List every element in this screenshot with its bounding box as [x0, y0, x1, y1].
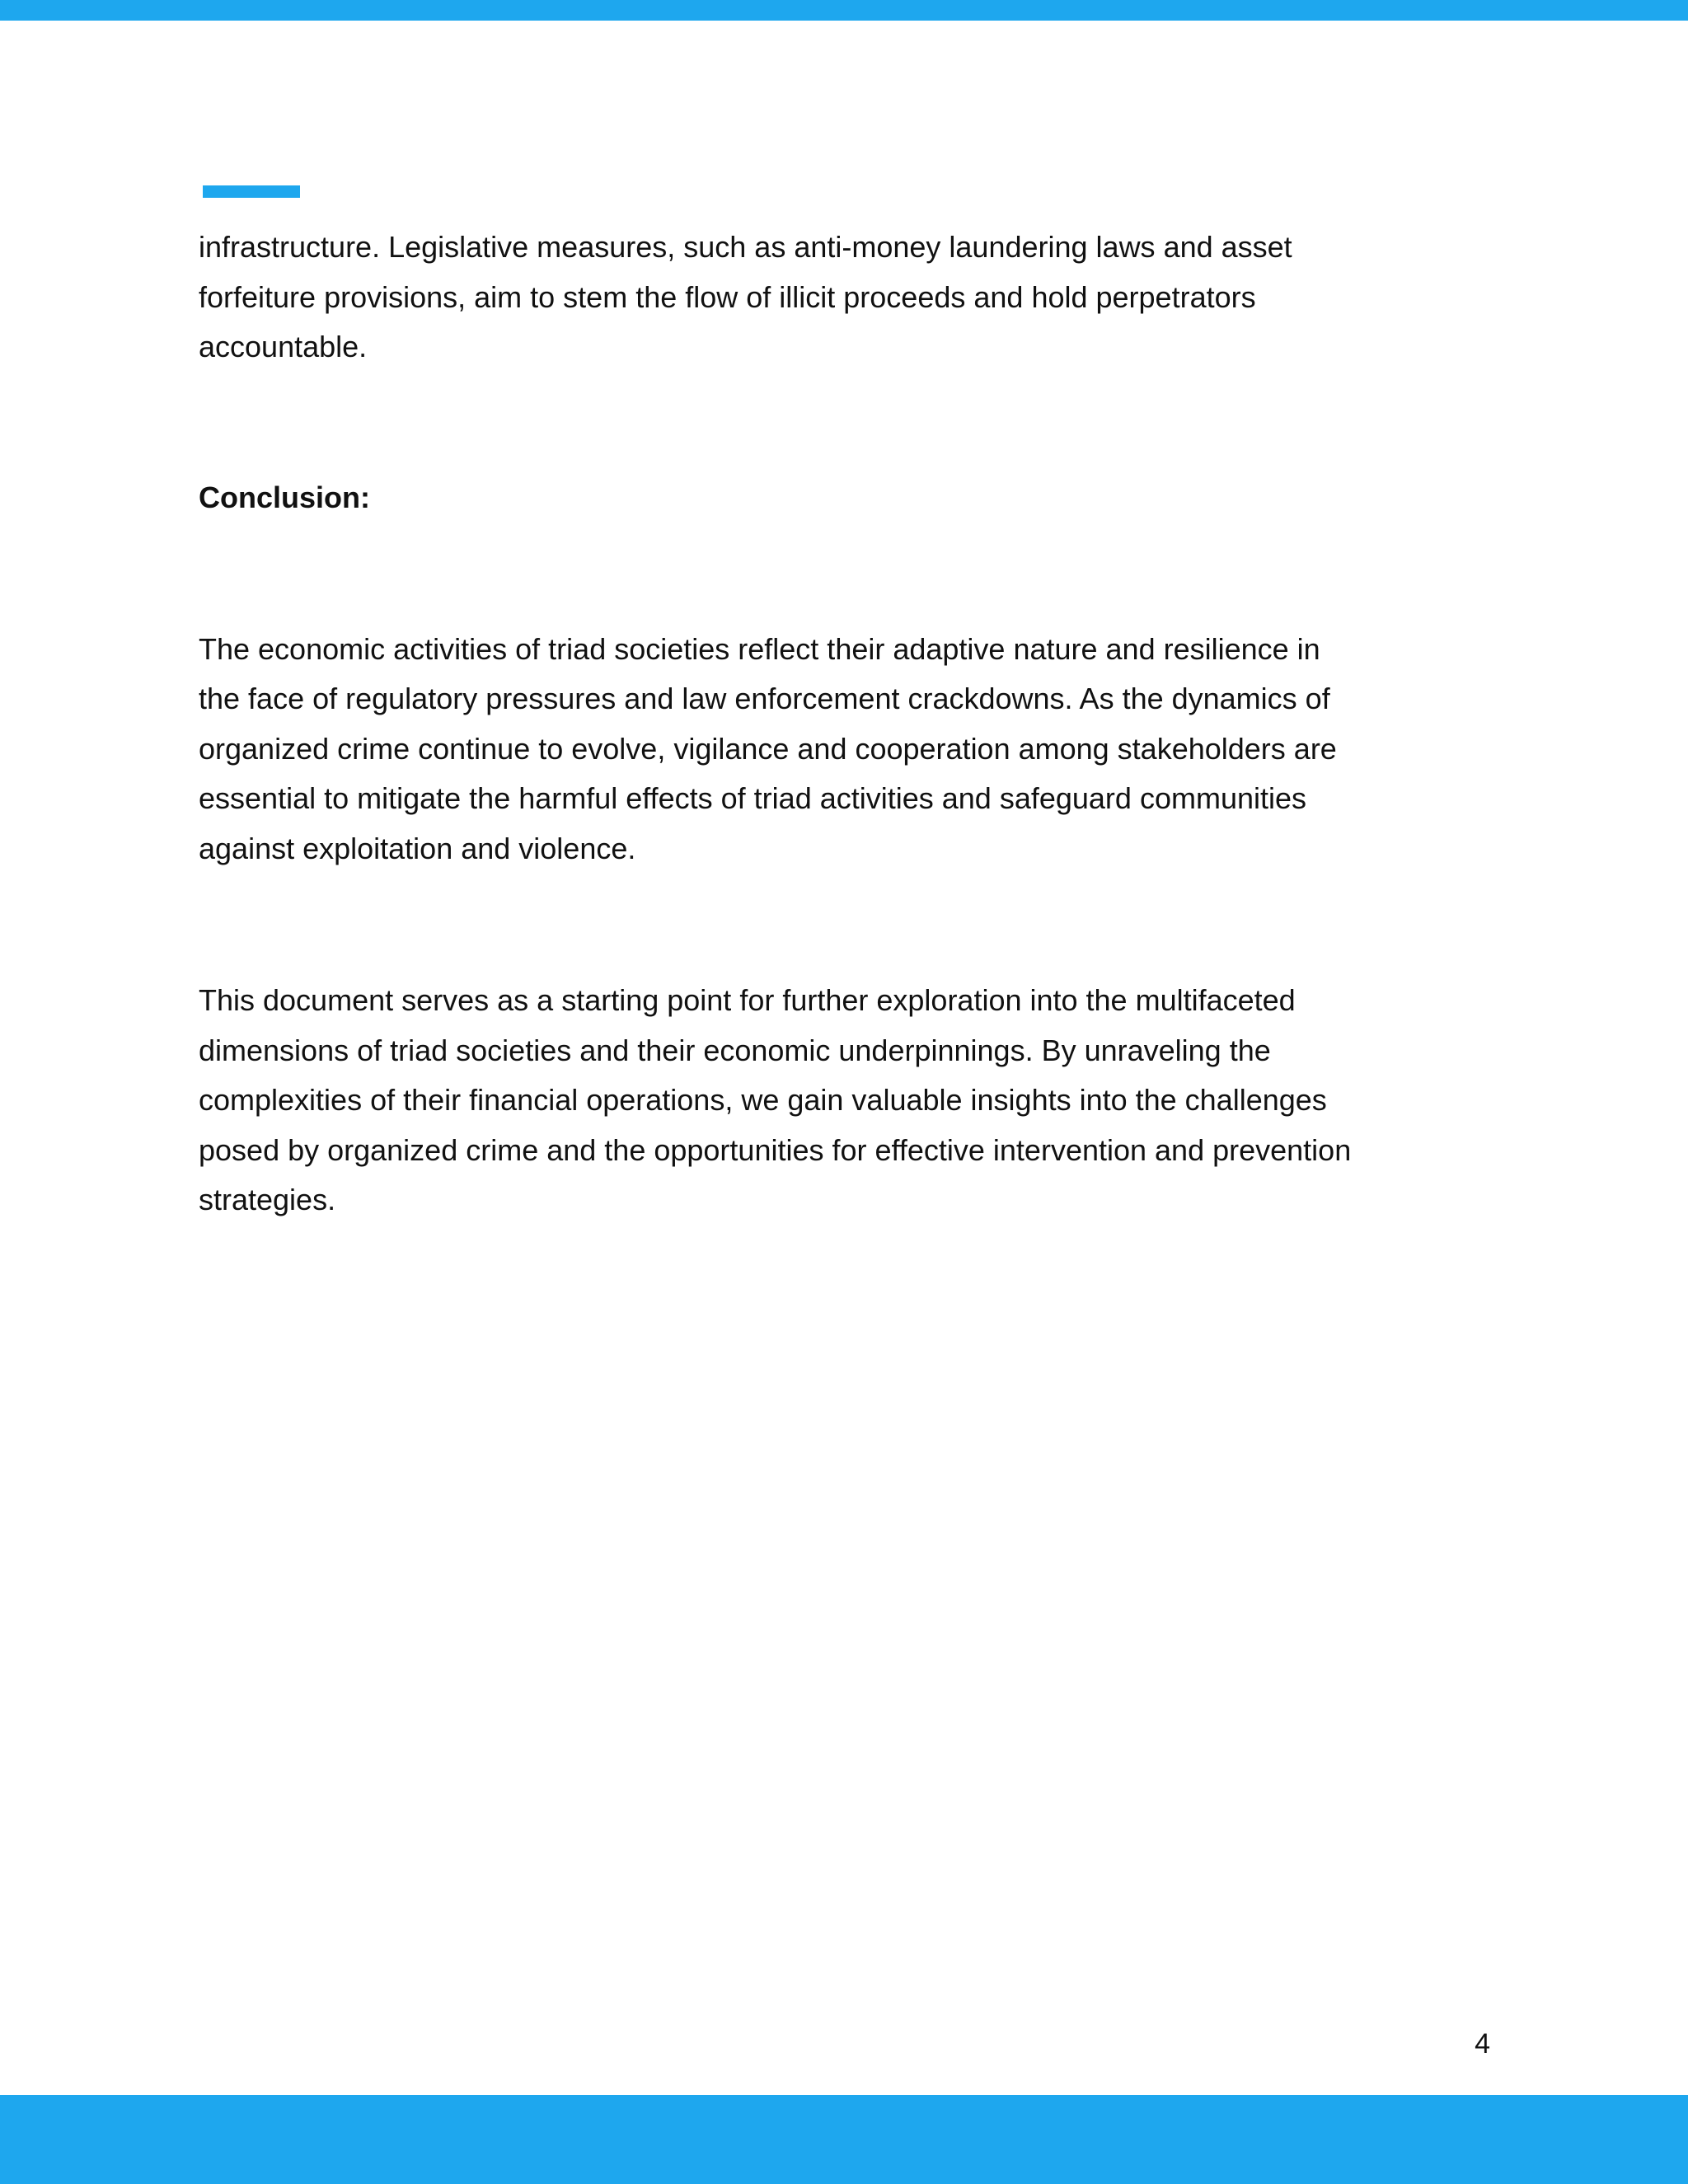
top-accent-bar [0, 0, 1688, 21]
bottom-accent-bar [0, 2095, 1688, 2184]
paragraph-closing: This document serves as a starting point for further exploration into the multifaceted dimensions of triad societies and their economic underpinnings. By unraveling the complexities of their financial operations, we gain valuable insights into the challenges posed by organized crime and the opportunities for effective intervention and prevention strategies. [199, 983, 1352, 1216]
page-content [199, 223, 1501, 1226]
paragraph-continuation: infrastructure. Legislative measures, such as anti-money laundering laws and asset forfeiture provisions, aim to stem the flow of illicit proceeds and hold perpetrators accountable. [199, 230, 1292, 363]
section-heading-conclusion: Conclusion: [199, 480, 370, 514]
paragraph-conclusion: The economic activities of triad societies reflect their adaptive nature and resilience in the face of regulatory pressures and law enforcement crackdowns. As the dynamics of organized crime continue to evolve, vigilance and cooperation among stakeholders are essential to mitigate the harmful effects of triad activities and safeguard communities against exploitation and violence. [199, 631, 1337, 865]
accent-dash [203, 185, 300, 198]
page-number: 4 [1475, 2028, 1490, 2060]
